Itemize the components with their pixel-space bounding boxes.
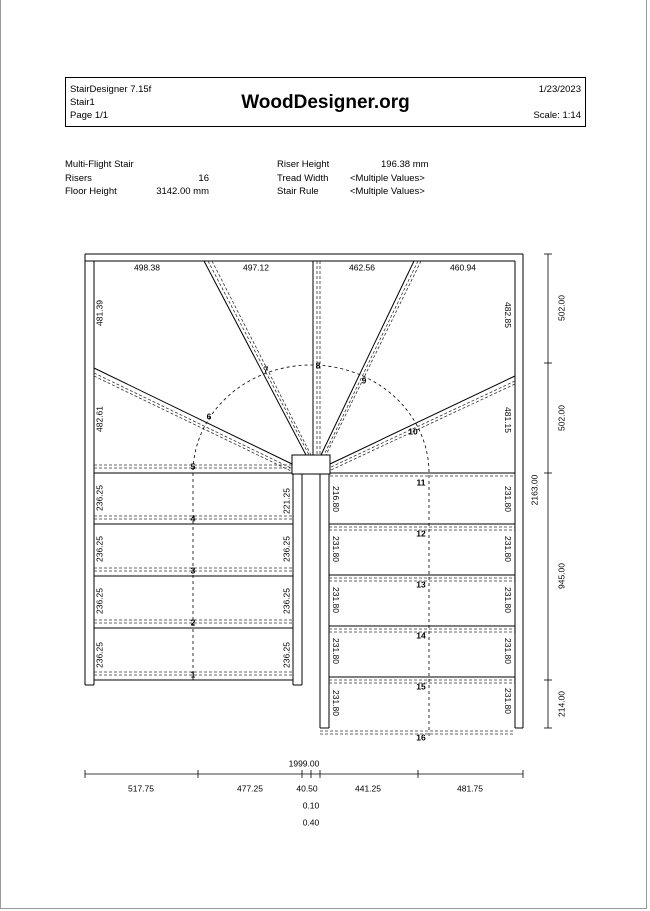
step-number: 9 [361, 375, 367, 386]
step-number: 15 [416, 681, 426, 692]
winder-line-10 [330, 376, 515, 464]
page-number: Page 1/1 [70, 110, 109, 121]
step-number: 3 [190, 565, 196, 576]
bottom-extra-dimension: 0.10 [302, 800, 320, 811]
right-side-dimension: 214.00 [556, 691, 567, 717]
step-number: 1 [190, 669, 196, 680]
nosing-lines [94, 261, 515, 734]
right-outer-dimension: 231.80 [502, 486, 513, 512]
bottom-dimension: 477.25 [237, 783, 263, 794]
walk-line [190, 365, 429, 737]
left-inner-dimension: 221.25 [281, 488, 292, 514]
winder-line-7 [204, 261, 306, 455]
stair-rule-value: <Multiple Values> [350, 186, 425, 197]
stair-type: Multi-Flight Stair [65, 159, 134, 170]
bottom-total-dimension: 1999.00 [288, 758, 320, 769]
site-title: WoodDesigner.org [241, 92, 410, 113]
bottom-dimension: 481.75 [457, 783, 483, 794]
step-number: 11 [416, 477, 426, 488]
right-outer-dimension: 231.80 [502, 688, 513, 714]
stair-name: Stair1 [70, 97, 95, 108]
step-number: 14 [416, 630, 426, 641]
app-version: StairDesigner 7.15f [70, 84, 152, 95]
bottom-dimension: 40.50 [296, 783, 318, 794]
step-number: 12 [416, 528, 426, 539]
step-number: 16 [416, 732, 426, 743]
right-outer-dimension: 231.80 [502, 536, 513, 562]
riser-height-value: 196.38 mm [381, 159, 429, 170]
right-inner-dimension: 231.80 [330, 536, 341, 562]
bottom-dimension: 441.25 [355, 783, 381, 794]
left-inner-dimension: 236.25 [281, 588, 292, 614]
right-inner-dimension: 231.80 [330, 587, 341, 613]
right-inner-dimension: 231.80 [330, 690, 341, 716]
newel-post [292, 455, 330, 474]
bottom-extra-dimension: 0.40 [302, 817, 320, 828]
step-number: 4 [190, 513, 196, 524]
step-number: 5 [190, 461, 196, 472]
top-dimension: 462.56 [349, 262, 375, 273]
step-number: 8 [315, 360, 321, 371]
top-dimension: 460.94 [450, 262, 476, 273]
right-outer-dimension: 482.85 [502, 302, 513, 328]
right-side-dimension: 502.00 [556, 405, 567, 431]
step-number: 10 [408, 426, 418, 437]
risers-value: 16 [198, 172, 209, 184]
right-side-dimension: 502.00 [556, 295, 567, 321]
top-dimension: 498.38 [134, 262, 160, 273]
right-outer-dimension: 231.80 [502, 587, 513, 613]
tread-width-value: <Multiple Values> [350, 172, 425, 184]
right-inner-dimension: 216.80 [330, 486, 341, 512]
right-inner-dimension: 231.80 [330, 638, 341, 664]
right-side-dimension: 945.00 [556, 563, 567, 589]
right-outer-dimension: 231.80 [502, 638, 513, 664]
risers-label: Risers [65, 172, 92, 184]
top-dimension: 497.12 [243, 262, 269, 273]
step-number: 2 [190, 617, 196, 628]
riser-height-label: Riser Height [277, 159, 330, 170]
step-number: 13 [416, 579, 426, 590]
floor-height-value: 3142.00 mm [156, 186, 209, 197]
step-number: 7 [263, 364, 269, 375]
left-outer-dimension: 482.61 [94, 406, 105, 432]
stair-rule-label: Stair Rule [277, 186, 319, 197]
left-inner-dimension: 236.25 [281, 536, 292, 562]
bottom-dimension: 517.75 [128, 783, 154, 794]
right-outer-dimension: 481.15 [502, 407, 513, 433]
left-outer-dimension: 236.25 [94, 485, 105, 511]
left-inner-dimension: 236.25 [281, 642, 292, 668]
winder-line-6 [94, 368, 292, 464]
tread-width-label: Tread Width [277, 172, 329, 184]
left-outer-dimension: 236.25 [94, 536, 105, 562]
left-outer-dimension: 481.39 [94, 300, 105, 326]
step-number: 6 [206, 411, 212, 422]
drawing-scale: Scale: 1:14 [533, 110, 581, 121]
right-total-dimension: 2163.00 [529, 474, 540, 506]
left-outer-dimension: 236.25 [94, 642, 105, 668]
winder-line-9 [321, 261, 414, 455]
print-date: 1/23/2023 [538, 84, 581, 95]
floor-height-label: Floor Height [65, 186, 117, 197]
left-outer-dimension: 236.25 [94, 588, 105, 614]
